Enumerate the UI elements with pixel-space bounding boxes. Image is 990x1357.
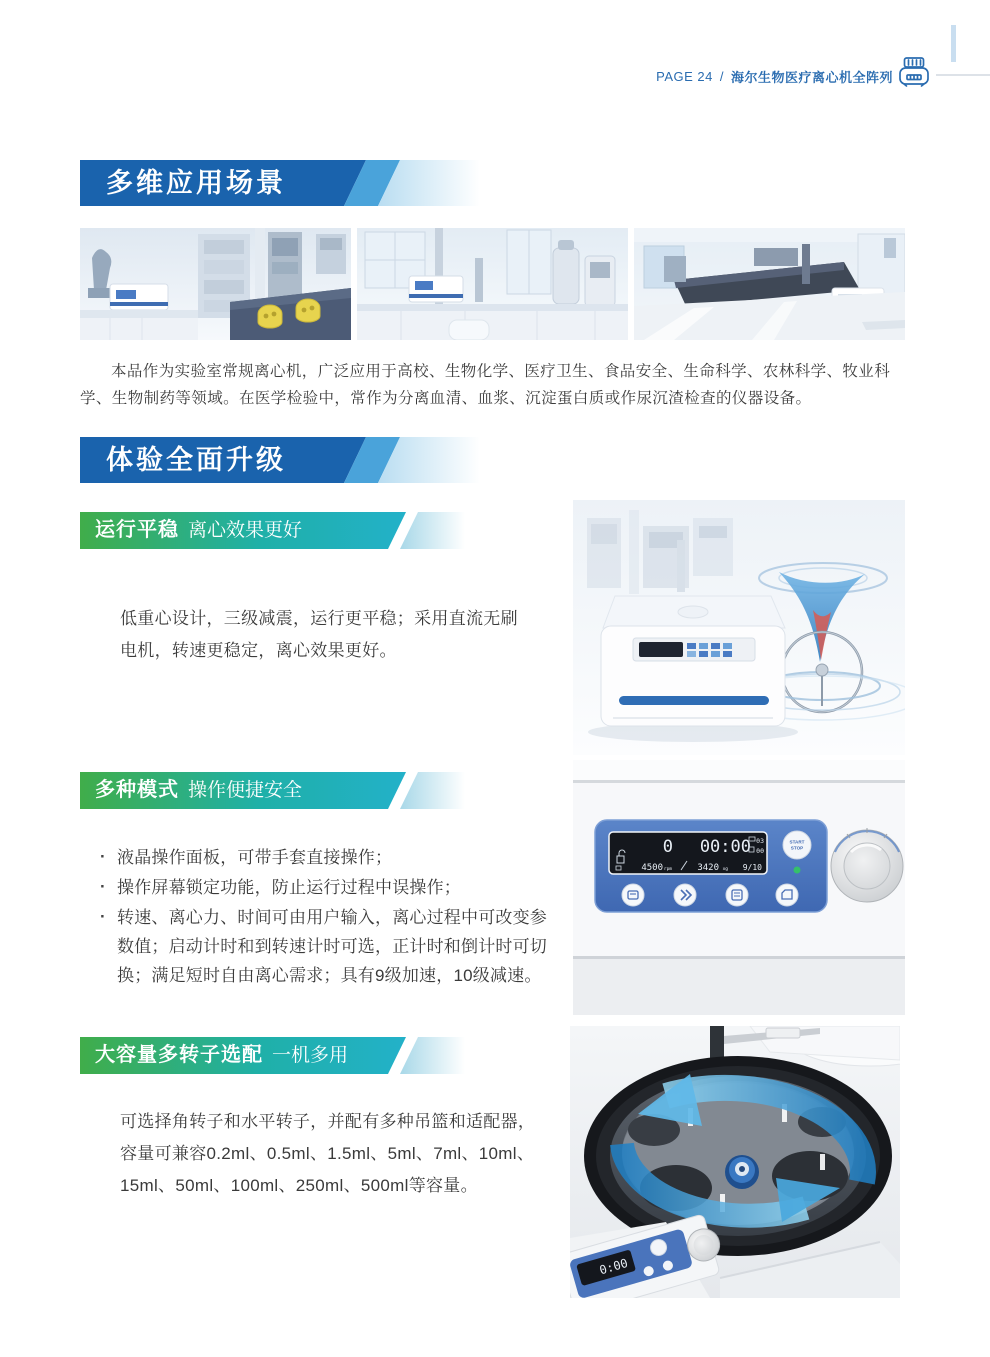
feature-title-rest: 离心效果更好 xyxy=(188,520,303,541)
lcd-rcf-unit: xg xyxy=(722,867,728,872)
feature-title xyxy=(95,512,302,549)
intro-paragraph: 本品作为实验室常规离心机，广泛应用于高校、生物化学、医疗卫生、食品安全、生命科学、农林科学、牧业科学、生物制药等领域。在医学检验中，常作为分离血清、血浆、沉淀蛋白质或作尿沉渣检查的仪器设备。 xyxy=(80,363,891,407)
section-banner-applications xyxy=(80,160,480,206)
page-header xyxy=(656,67,893,86)
lcd-program-a: 03 xyxy=(756,837,764,845)
stop-label: STOP xyxy=(790,845,804,851)
lcd-control-panel-image xyxy=(573,760,905,1015)
feature-title xyxy=(95,772,302,809)
banner-title: 体验全面升级 xyxy=(106,445,286,475)
lcd-speed-readout: 0 xyxy=(662,837,673,857)
feature-banner-rotors xyxy=(80,1037,465,1074)
lcd-acc-dec: 9/10 xyxy=(742,863,762,872)
lab-photo-1 xyxy=(80,228,351,340)
feature-title-rest: 操作便捷安全 xyxy=(188,780,303,801)
feature-stability-text: 低重心设计，三级减震，运行更平稳；采用直流无刷电机，转速更稳定，离心效果更好。 xyxy=(120,609,518,660)
lcd-rcf-set: 3420 xyxy=(697,863,719,873)
feature-banner-stability xyxy=(80,512,465,549)
lab-photo-2 xyxy=(357,228,628,340)
header-rule xyxy=(936,74,990,76)
lcd-time-readout: 00:00 xyxy=(699,837,751,857)
lcd-rpm-unit: rpm xyxy=(663,867,672,872)
page-title: 海尔生物医疗离心机全阵列 xyxy=(730,70,893,85)
centrifuge-vortex-image xyxy=(573,500,905,755)
open-rotor-chamber-image xyxy=(570,1026,900,1298)
feature-title xyxy=(95,1037,348,1074)
lcd-rpm-set: 4500 xyxy=(641,863,663,873)
run-indicator-led xyxy=(794,867,801,874)
start-label: START xyxy=(789,839,805,845)
feature-title-bold: 大容量多转子选配 xyxy=(95,1044,263,1066)
lab-photo-3 xyxy=(634,228,905,340)
banner-title: 多维应用场景 xyxy=(106,168,286,198)
header-corner-mark xyxy=(951,25,956,62)
feature-title-bold: 多种模式 xyxy=(95,779,179,801)
centrifuge-icon xyxy=(897,56,931,88)
mini-lcd-time: 0:00 xyxy=(597,1255,630,1278)
bullet-item: · 操作屏幕锁定功能，防止运行过程中误操作； xyxy=(98,873,550,902)
bullet-item: · 转速、离心力、时间可由用户输入，离心过程中可改变参数值；启动计时和到转速计时可选，正计时和倒计时可切换；满足短时自由离心需求；具有9级加速，10级减速。 xyxy=(98,903,550,990)
lcd-program-b: 00 xyxy=(756,847,764,855)
feature-title-bold: 运行平稳 xyxy=(95,519,179,541)
section-banner-upgrade xyxy=(80,437,480,483)
page-number: PAGE 24 xyxy=(656,69,713,84)
header-separator: / xyxy=(719,69,724,84)
feature-rotors-text: 可选择角转子和水平转子，并配有多种吊篮和适配器，容量可兼容0.2ml、0.5ml、1.5ml、5ml、7ml、10ml、15ml、50ml、100ml、250ml、500ml等容量。 xyxy=(120,1112,536,1195)
bullet-item: · 液晶操作面板，可带手套直接操作； xyxy=(98,843,550,872)
feature-modes-bullets xyxy=(98,843,550,991)
feature-banner-modes xyxy=(80,772,465,809)
feature-title-rest: 一机多用 xyxy=(272,1045,349,1066)
